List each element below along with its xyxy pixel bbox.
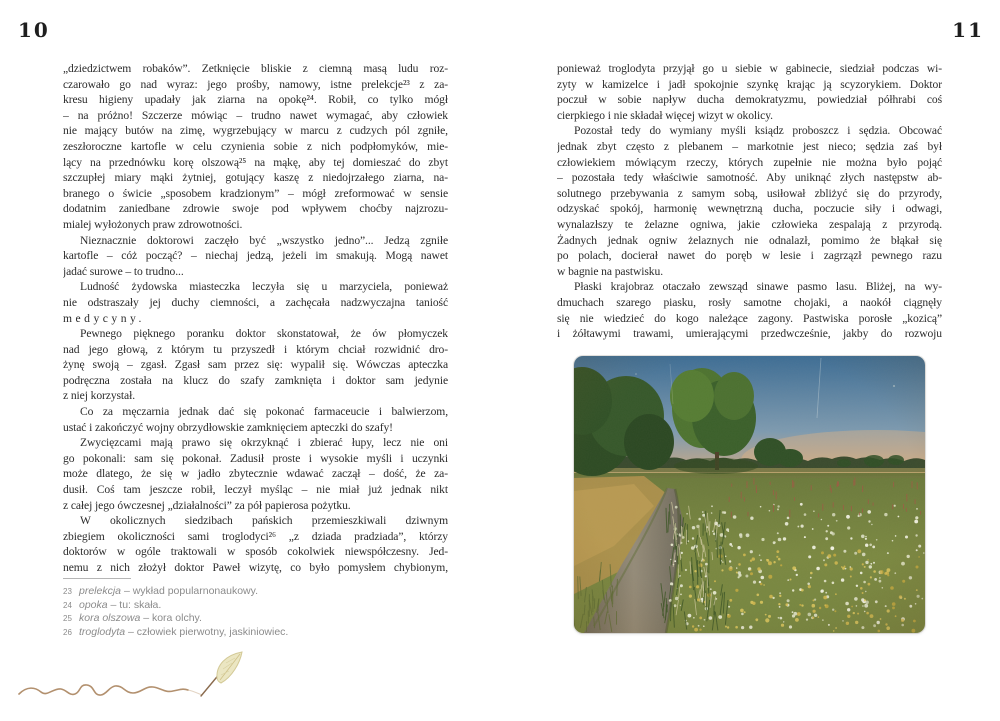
text-line: Co za męczarnia jednak dać się pokonać farmaceucie i balwierzom, <box>80 405 448 419</box>
text-line: nemu z nich złożył doktor Paweł wizytę, co było pomysłem chybionym, <box>63 561 448 574</box>
text-line: podręczna została na klucz do szafy zamknięta i doktor sam jedynie <box>63 373 448 387</box>
text-line: poczuł w sobie napływ ducha demokratyzmu, powiedział półhrabi coś <box>557 93 942 107</box>
footnote-definition: – człowiek pierwotny, jaskiniowiec. <box>125 625 289 638</box>
text-line: po polach, docierał nawet do poręb w lesie i zagrzązł pewnego razu <box>557 249 942 263</box>
text-line: dodatnim zaniedbane zdrowie swoje pod wpływem choćby najzrozu- <box>63 202 448 216</box>
text-line: szczupłej miary mąki żytniej, gotujący kaszę z niedojrzałego ziarna, na- <box>63 171 448 185</box>
footnote-text <box>79 626 448 640</box>
scribble-line <box>19 685 188 695</box>
text-line: Pozostał tedy do wymiany myśli ksiądz proboszcz i sędzia. Obcować <box>574 124 942 138</box>
text-line: – pozostała tedy właściwie samotność. Aby uniknąć złych następstw ab- <box>557 171 942 185</box>
footnote-text <box>79 612 448 626</box>
body-text-left <box>63 61 448 576</box>
text-line: człowiekiem mówiącym rzeczy, których zupełnie nie można było pojąć <box>557 155 942 169</box>
landscape-photo-art <box>574 356 925 633</box>
text-line: z niej korzystał. <box>63 389 136 403</box>
text-line: jednak zbyt często z plebanem – markotnie jest nieco; sędzia zaś był <box>557 139 942 153</box>
text-line: mialej wyłożonych praw zdrowotności. <box>63 217 243 231</box>
footnote <box>63 626 448 640</box>
text-line: Pewnego pięknego poranku doktor skonstatował, że ów płomyczek <box>80 327 448 341</box>
text-line: z całej jego ówczesnej „działalności” za pół papierosa pożytku. <box>63 498 351 512</box>
text-line: kartofle – cóż począć? – niechaj jedzą, jeżeli im smakują. Mogą nawet <box>63 249 448 263</box>
footnote-marker: 24 <box>63 600 72 610</box>
text-line: odzyskać spokój, harmonię wewnętrzną ducha, poczucie siły i odwagi, <box>557 202 942 216</box>
text-line: w bagnie na pastwisku. <box>557 264 663 278</box>
footnote-definition: – kora olchy. <box>140 612 202 625</box>
text-line: zeszłoroczne kartofle w celu czynienia sobie z nich podpłomyków, mie- <box>63 139 448 153</box>
footnote-definition: – wykład popularnonaukowy. <box>121 585 259 597</box>
text-line: Ludność żydowska miasteczka leczyła się u marzyciela, ponieważ <box>80 280 448 294</box>
photo-scene <box>574 356 925 633</box>
text-line: lący na przednówku korę olszową²⁵ na mąkę, aby tej domieszać do zbyt <box>63 155 448 169</box>
text-line: zyty w kamizelce i jadł spokojnie szynkę krając ją scyzorykiem. Doktor <box>557 77 942 91</box>
text-line: zbiegiem okoliczności sami troglodyci²⁶ „z dziada pradziada”, którzy <box>63 529 448 543</box>
text-line: „dziedzictwem robaków”. Zetknięcie bliskie z ciemną masą ludu roz- <box>63 62 448 75</box>
text-line: Zwycięzcami mają prawo się okrzyknąć i zbierać łupy, lecz nie oni <box>80 436 448 450</box>
footnote <box>63 612 448 626</box>
footnote-marker: 25 <box>63 614 72 624</box>
text-line: i żółtawymi trawami, umierającymi przedwcześnie, jakby do rozwoju <box>557 327 942 341</box>
footnote-term: prelekcja <box>79 585 122 597</box>
text-line: nie mający butów na zimę, wygrzebujący w marcu z cudzych pól zgniłe, <box>63 124 448 138</box>
text-line: jadać surowe – to trudno... <box>63 264 184 278</box>
footnote-text <box>79 599 448 613</box>
landscape-photo <box>574 356 925 633</box>
footnote <box>63 599 448 613</box>
text-line: żynę swoją – zgasł. Zgasł sam przez się: wypalił się. Wówczas apteczka <box>63 358 448 372</box>
text-line: cierpkiego i nie składał więcej wizyt w okolicy. <box>557 108 773 122</box>
page-number-left: 10 <box>18 18 50 42</box>
footnote-divider <box>63 578 131 579</box>
text-line: czarowało go nad wyraz: jego prośby, namowy, istne prelekcje²³ z za- <box>63 77 448 91</box>
footnote-definition: – tu: skała. <box>107 598 162 611</box>
text-line: dmuchach szarego piasku, rosły samotne chojaki, a naokół ciągnęły <box>557 295 942 309</box>
text-line: ponieważ troglodyta przyjął go u siebie w gabinecie, siedział podczas wi- <box>557 62 942 75</box>
text-line: – na próżno! Szczerze mówiąc – trudno nawet wymagać, aby człowiek <box>63 108 448 122</box>
footnote-term: kora olszowa <box>79 612 141 625</box>
text-line: doktorów w ogóle traktowali w sposób cokolwiek niewspółczesny. Jed- <box>63 545 448 559</box>
text-line: dusił. Coś tam jeszcze robił, leczył myśląc – nie miał już jednak nikt <box>63 483 448 497</box>
body-text-right <box>557 61 942 342</box>
text-line: nad jego głową, z którym tu przyszedł i którym chciał rozwidnić dro- <box>63 342 448 356</box>
text-line: Żadnych jednak ogniw żelaznych nie odnalazł, pomimo że błąkał się <box>557 233 942 247</box>
text-line: Nieznacznie doktorowi zaczęło być „wszystko jedno”... Jedzą zgniłe <box>80 233 448 247</box>
footnote-text <box>79 585 448 599</box>
text-line: Płaski krajobraz otaczało zewsząd sinawe pasmo lasu. Bliżej, na wy- <box>574 280 942 294</box>
footnote-term: opoka <box>79 598 108 611</box>
text-line: wynalazłszy te żelazne ogniwa, jakie człowieka zespalają z przyrodą. <box>557 217 942 231</box>
footnote-marker: 23 <box>63 587 72 596</box>
footnote <box>63 585 448 599</box>
footnotes-block <box>63 578 448 639</box>
text-line: kresu higieny upadały jak ziarna na opokę²⁴. Robił, co tylko mógł <box>63 93 448 107</box>
quill-scribble-decoration <box>15 650 250 715</box>
text-line: medycyny. <box>63 311 145 325</box>
footnote-list <box>63 585 448 639</box>
text-line: solutnego przebywania z samym sobą, usiłował zbliżyć się do przyrody, <box>557 186 942 200</box>
text-line: może dlatego, że się w jadło zbytecznie wdawać zaczął – dość, że za- <box>63 467 448 481</box>
text-line: W okolicznych siedzibach pańskich przemieszkiwali dziwnym <box>80 514 448 528</box>
text-line: go pokonali: sam się pokonał. Zadusił proste i wysokie myśli i uczynki <box>63 451 448 465</box>
text-line: nie odstraszały jej duchy ciemności, a zachęcała nadzwyczajna taniość <box>63 295 448 309</box>
text-line: się nie wiedzieć do kogo należące zagony. Pastwiska porosłe „kozicą” <box>557 311 942 325</box>
text-line: branego o świcie „sposobem kradzionym” – mógł zreformować w sensie <box>63 186 448 200</box>
footnote-term: troglodyta <box>79 625 126 638</box>
text-line: ustać i zakończyć wojny obrzydłowskie zamknięciem apteczki do szafy! <box>63 420 393 434</box>
footnote-marker: 26 <box>63 627 72 637</box>
page-number-right: 11 <box>952 18 984 42</box>
